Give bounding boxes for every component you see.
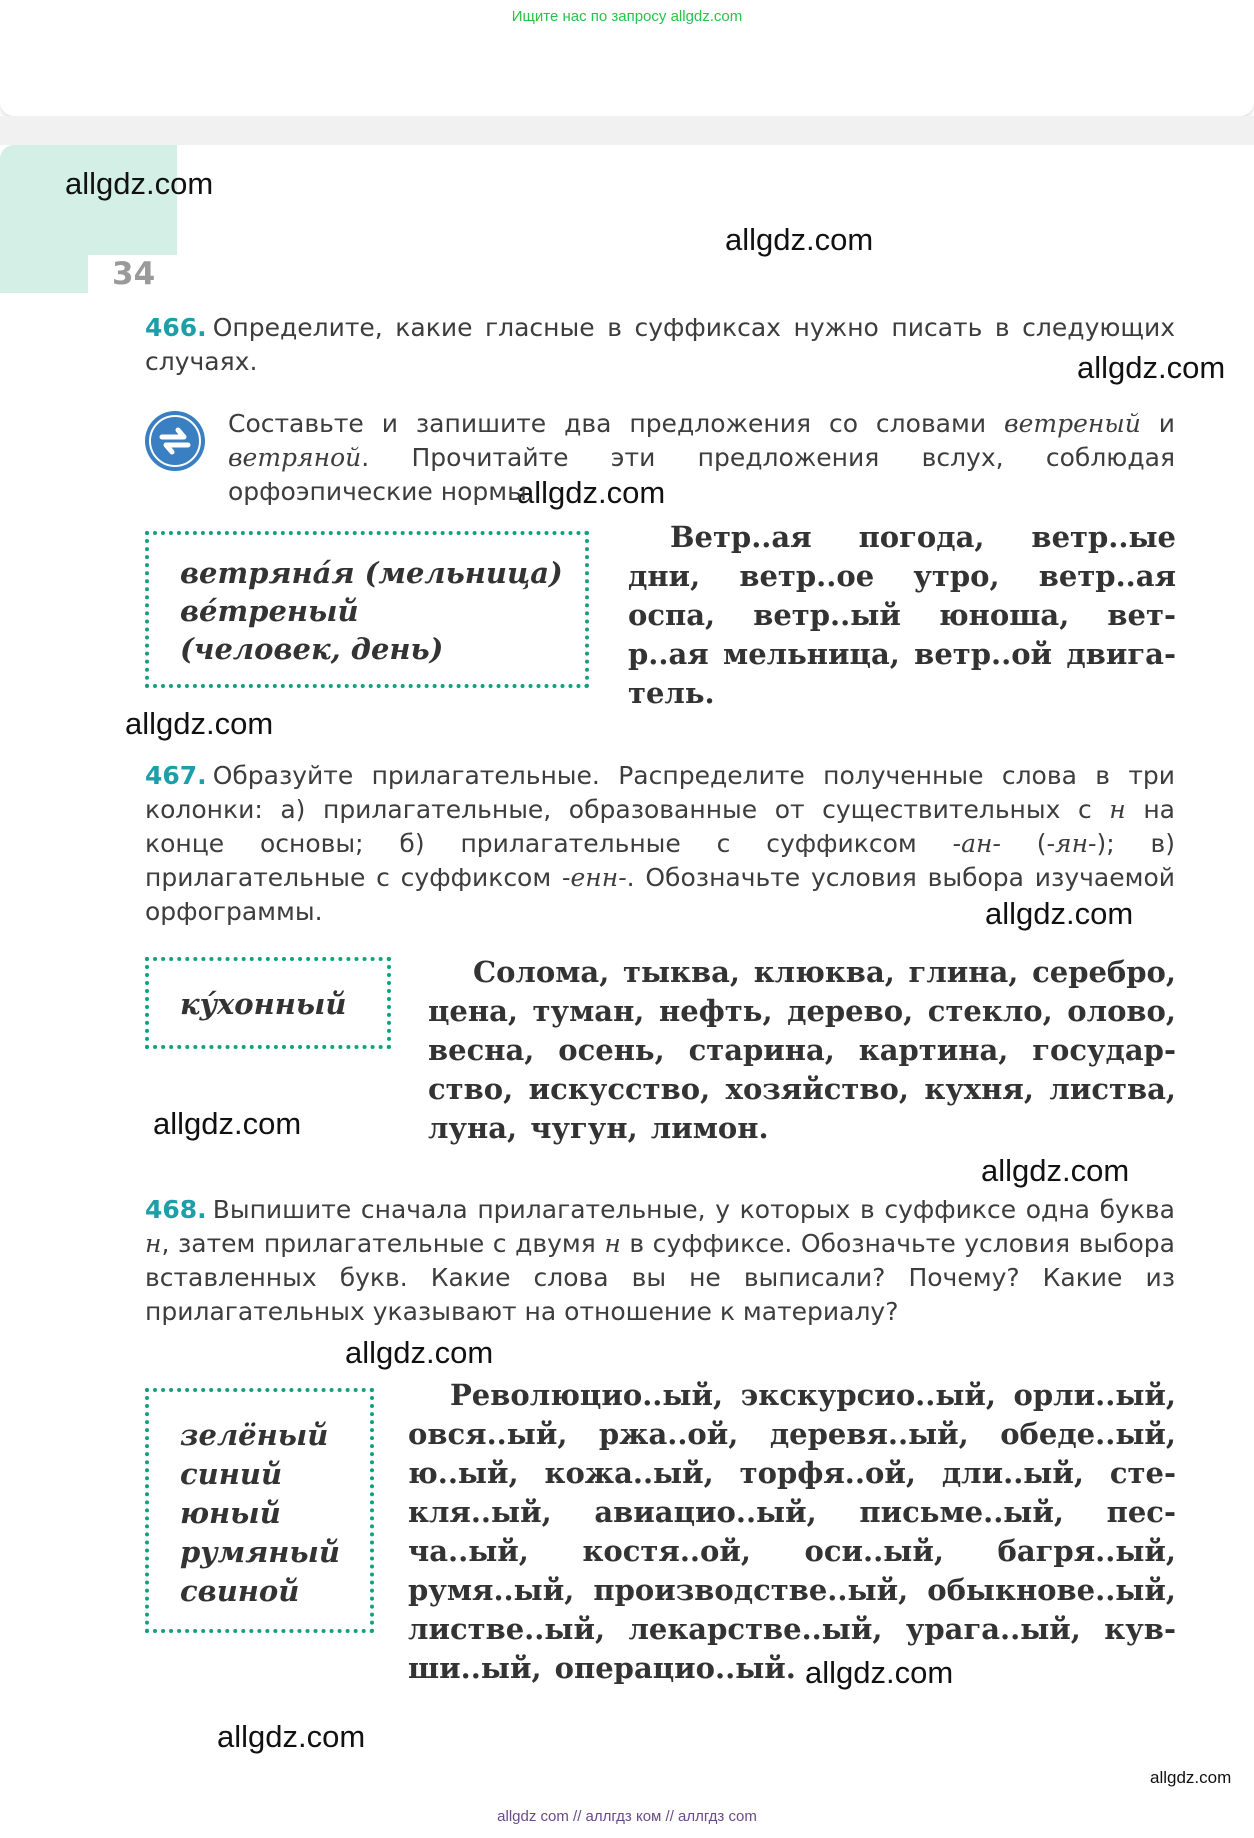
task-highlight: -ан- — [952, 829, 1001, 858]
task-number: 468. — [145, 1195, 207, 1224]
exercise-line: Ветр..ая погода, ветр..ые — [670, 520, 1176, 554]
task-text: , затем прилагательные с двумя — [161, 1229, 605, 1258]
exercise-line: ство, искусство, хозяйство, кухня, листва, — [428, 1072, 1176, 1106]
task-468 — [145, 1193, 1175, 1329]
exercise-line: весна, осень, старина, картина, государ- — [428, 1033, 1176, 1067]
task-number: 467. — [145, 761, 207, 790]
hint-line: зелёный — [180, 1418, 329, 1452]
task-467 — [145, 759, 1175, 929]
exercise-line: цена, туман, нефть, дерево, стекло, олово, — [428, 994, 1176, 1028]
task-highlight: -енн- — [562, 863, 627, 892]
rewrite-task — [228, 407, 1175, 509]
watermark: allgdz.com — [65, 166, 214, 201]
bottom-footer: allgdz com // аллгдз ком // аллгдз com — [497, 1808, 757, 1825]
task-text: ); в) прилагательные с суффиксом — [145, 829, 1176, 892]
task-text: Образуйте прилагательные. Распределите полученные слова в три колонки: а) прилагательные, образованные от существительных с — [145, 761, 1175, 824]
task-highlight: н — [1109, 795, 1126, 824]
exercise-line: ча..ый, костя..ой, оси..ый, багря..ый, — [408, 1534, 1176, 1568]
page-number: 34 — [112, 256, 156, 292]
watermark: allgdz.com — [805, 1655, 954, 1690]
exercise-line: кля..ый, авиацио..ый, письме..ый, пес- — [408, 1495, 1176, 1529]
watermark: allgdz.com — [985, 896, 1134, 931]
exercise-line: румя..ый, производстве..ый, обыкнове..ый, — [408, 1573, 1176, 1607]
exercise-line: дни, ветр..ое утро, ветр..ая — [628, 559, 1176, 593]
exercise-line: тель. — [628, 676, 715, 710]
task-number: 466. — [145, 313, 207, 342]
rewrite-icon — [144, 410, 206, 472]
hint-line: свиной — [180, 1574, 300, 1608]
rewrite-text: . Прочитайте эти предложения вслух, соблюдая орфоэпические нормы. — [228, 443, 1175, 506]
top-banner: Ищите нас по запросу allgdz.com — [0, 0, 1254, 34]
exercise-line: Солома, тыква, клюква, глина, серебро, — [473, 955, 1176, 989]
task-highlight: н — [145, 1229, 162, 1258]
watermark: allgdz.com — [153, 1106, 302, 1141]
hint-box-466-text — [180, 554, 563, 668]
task-text: в суффиксе. Обозначьте условия выбора вставленных букв. Какие слова вы не выписали? Почему? Какие из прилагательных указывают на отношение к материалу? — [145, 1229, 1175, 1326]
watermark: allgdz.com — [725, 222, 874, 257]
task-text: Выпишите сначала прилагательные, у которых в суффиксе одна буква — [212, 1195, 1175, 1224]
exercise-line: луна, чугун, лимон. — [428, 1111, 769, 1145]
task-highlight: -ян- — [1046, 829, 1097, 858]
hint-line: румяный — [180, 1535, 341, 1569]
rewrite-text: и — [1140, 409, 1175, 438]
hint-line: (человек, день) — [180, 632, 444, 666]
watermark: allgdz.com — [217, 1719, 366, 1754]
watermark: allgdz.com — [981, 1153, 1130, 1188]
rewrite-word: ветряной — [228, 443, 362, 472]
exercise-468-words — [408, 1376, 1176, 1688]
exercise-line: р..ая мельница, ветр..ой двига- — [628, 637, 1176, 671]
exercise-466-words — [628, 518, 1176, 713]
task-text: ( — [1000, 829, 1047, 858]
hint-line: ку́хонный — [180, 987, 347, 1021]
watermark: allgdz.com — [517, 475, 666, 510]
task-text: Определите, какие гласные в суффиксах нужно писать в следующих случаях. — [145, 313, 1175, 376]
task-highlight: н — [604, 1229, 621, 1258]
task-466 — [145, 311, 1175, 379]
hint-line: синий — [180, 1457, 283, 1491]
task-text: на конце основы; б) прилагательные с суффиксом — [145, 795, 1175, 858]
top-panel — [0, 34, 1254, 116]
page-gap — [0, 116, 1254, 146]
hint-line: ветряна́я (мельница) — [180, 556, 563, 590]
hint-line: ве́треный — [180, 594, 359, 628]
exercise-line: овся..ый, ржа..ой, деревя..ый, обеде..ый, — [408, 1417, 1176, 1451]
watermark: allgdz.com — [345, 1335, 494, 1370]
hint-line: юный — [180, 1496, 281, 1530]
watermark: allgdz.com — [1077, 350, 1226, 385]
exercise-467-words — [428, 953, 1176, 1148]
hint-box-468-text — [180, 1416, 340, 1611]
rewrite-text: Составьте и запишите два предложения со словами — [228, 409, 1005, 438]
exercise-line: оспа, ветр..ый юноша, вет- — [628, 598, 1176, 632]
corner-watermark: allgdz.com — [1150, 1768, 1232, 1787]
task-text: . Обозначьте условия выбора изучаемой орфограммы. — [145, 863, 1175, 926]
exercise-line: ши..ый, операцио..ый. — [408, 1651, 796, 1685]
exercise-line: Революцио..ый, экскурсио..ый, орли..ый, — [450, 1378, 1176, 1412]
exercise-line: ю..ый, кожа..ый, торфя..ой, дли..ый, сте- — [408, 1456, 1176, 1490]
exercise-line: листве..ый, лекарстве..ый, урага..ый, кув- — [408, 1612, 1176, 1646]
rewrite-word: ветреный — [1004, 409, 1141, 438]
hint-box-467-text — [180, 985, 346, 1023]
watermark: allgdz.com — [125, 706, 274, 741]
